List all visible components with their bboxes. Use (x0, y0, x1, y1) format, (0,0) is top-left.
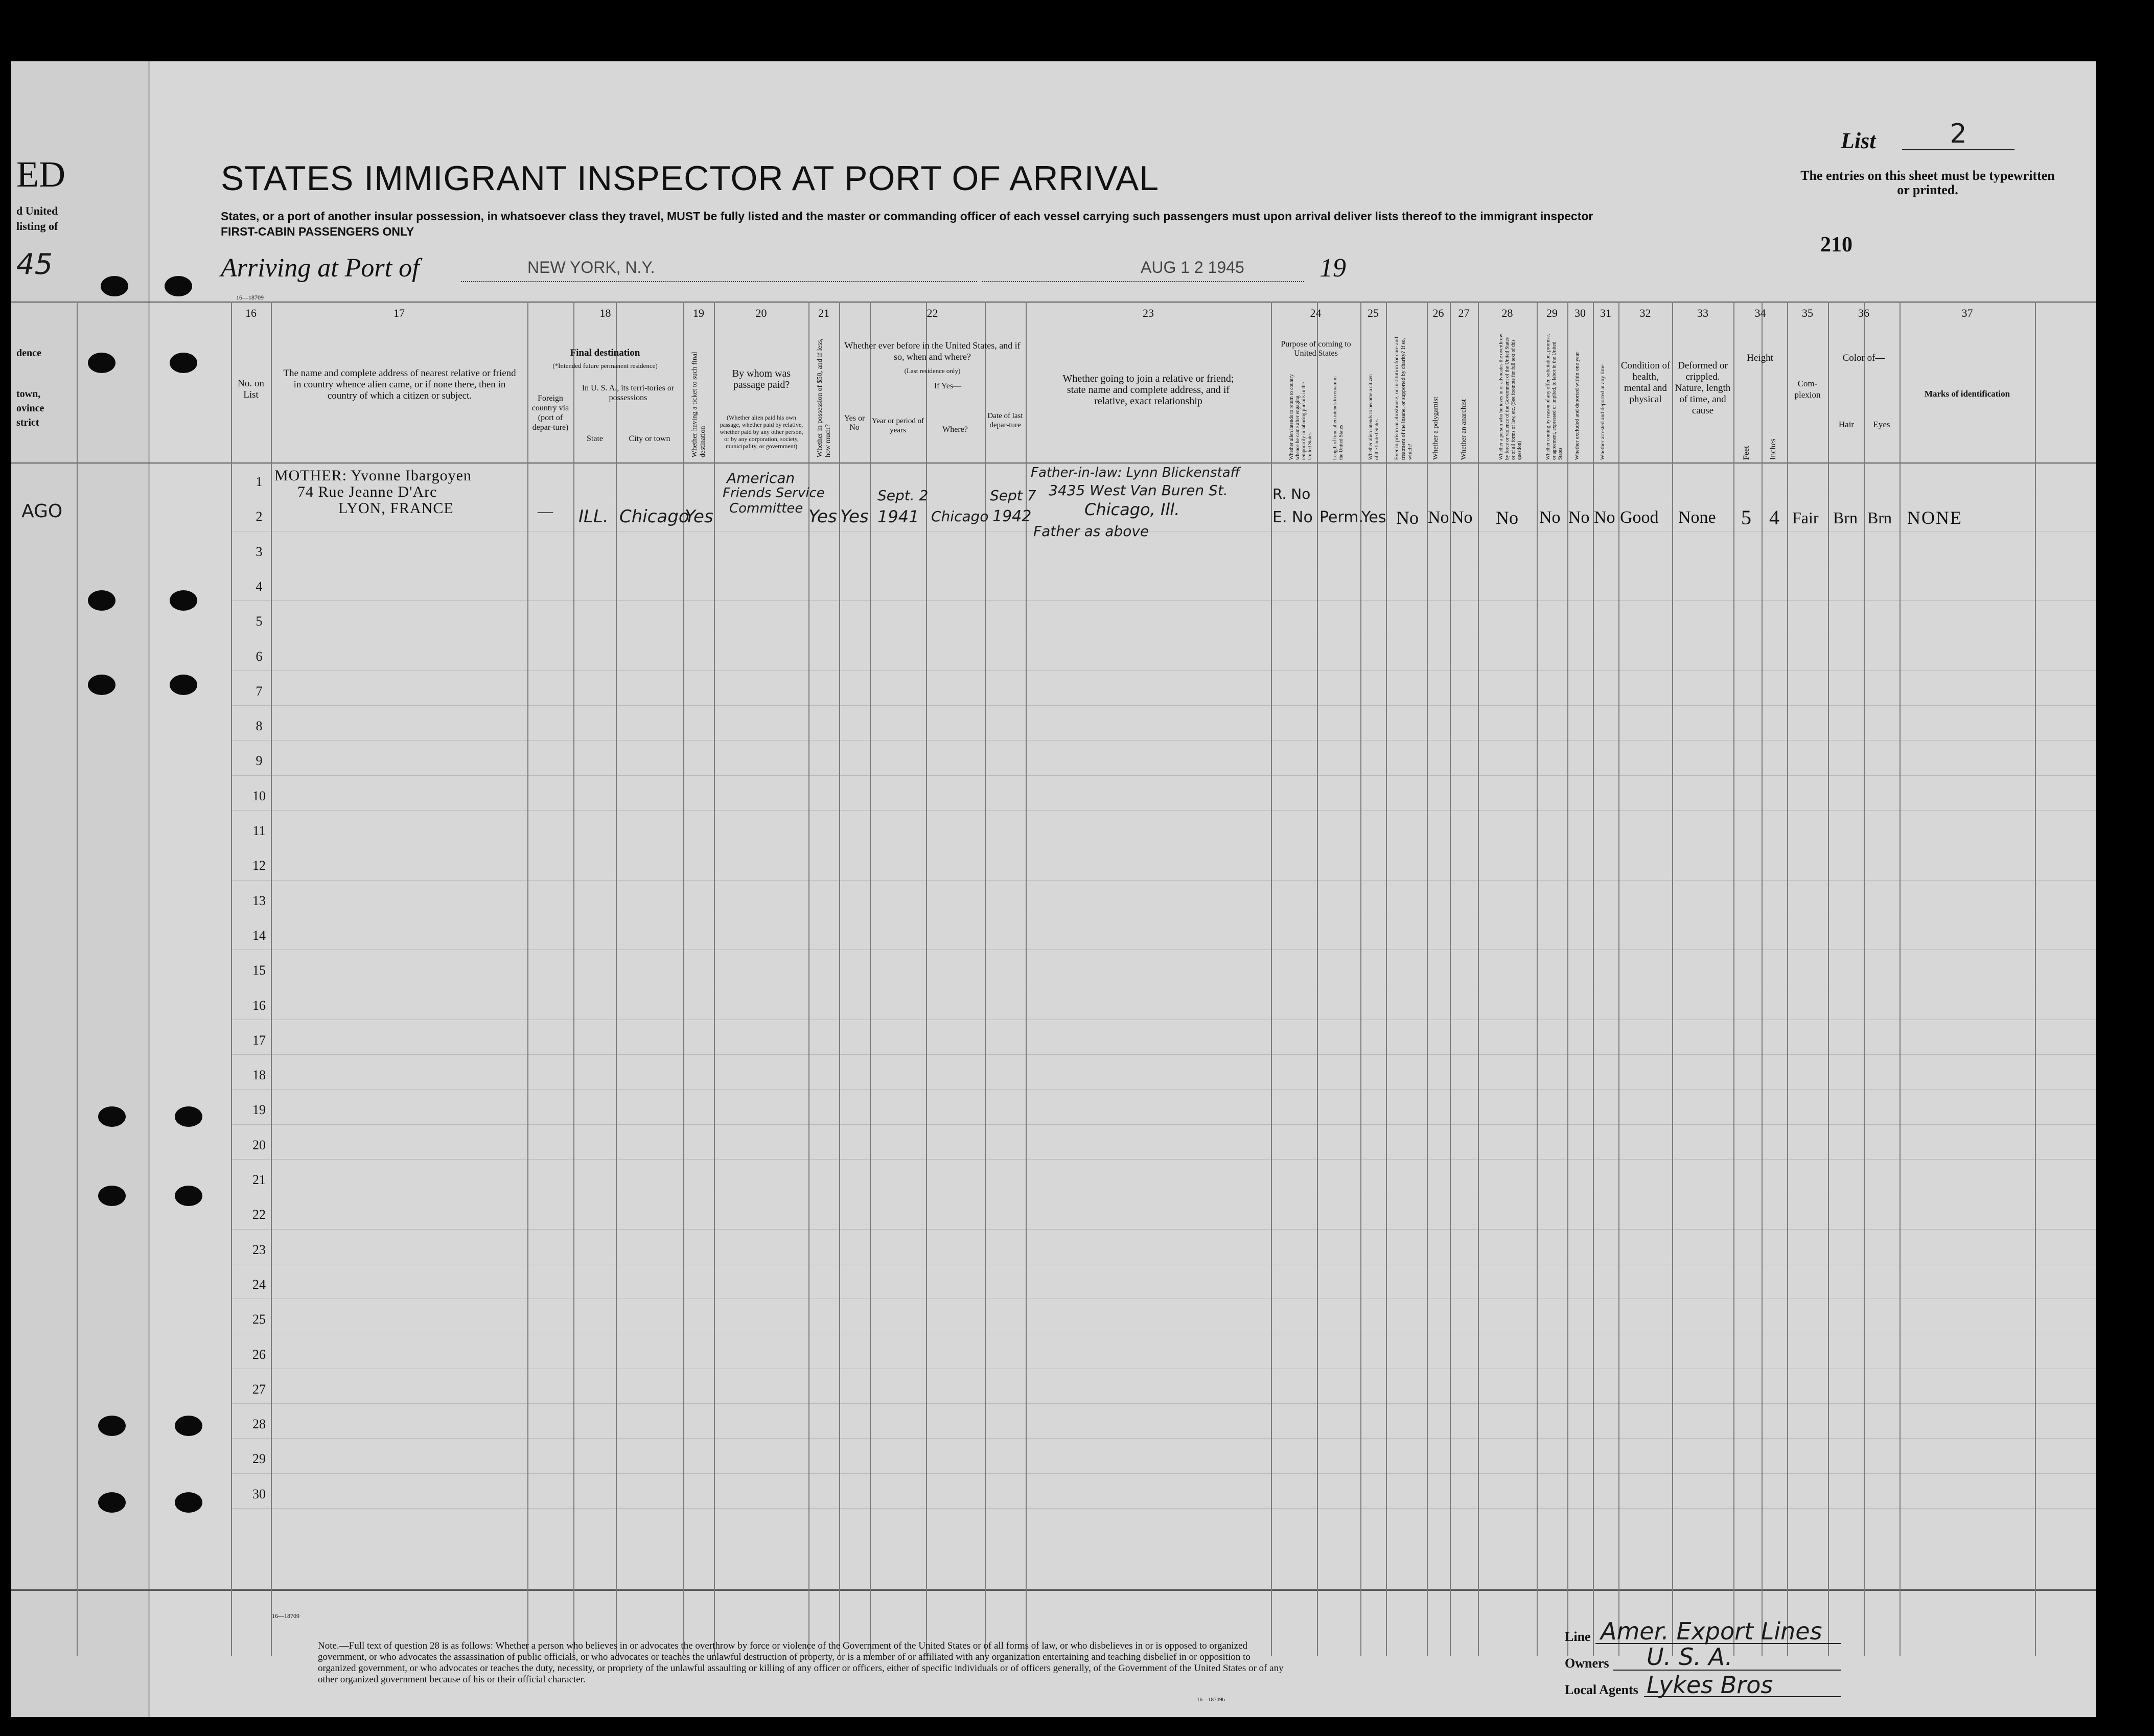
row-rule (231, 1054, 2096, 1055)
row-number: 2 (256, 509, 263, 524)
table-bottom-rule (11, 1589, 2096, 1591)
row-rule (231, 1159, 2096, 1160)
row-rule (231, 1089, 2096, 1090)
col-header-28: Whether a person who believes in or advocates the overthrow by force or violence of the Government of the United States or of all forms of law, etc. (See footnote for full text of this question) (1498, 334, 1522, 460)
page-subtitle: States, or a port of another insular possession, in whatsoever class they travel, MUST be fully listed and the master or commanding officer of each vessel carrying such passengers must upon arrival deliver lists thereof to the immigrant inspector (221, 210, 1593, 223)
entry1-purpose-b: Perm. (1319, 508, 1364, 526)
entries-note: The entries on this sheet must be typewritten or printed. (1800, 168, 2055, 197)
col-divider (1567, 302, 1568, 1656)
row-number: 4 (256, 578, 263, 594)
col-divider (1026, 302, 1027, 1656)
row-number: 25 (252, 1312, 266, 1327)
col-number-33: 33 (1697, 307, 1708, 319)
port-underline (461, 281, 977, 282)
col-number-16: 16 (245, 307, 257, 319)
sheet-number: 210 (1820, 233, 1852, 257)
arriving-label: Arriving at Port of (221, 253, 420, 283)
col-number-36: 36 (1858, 307, 1869, 319)
col-divider (1828, 302, 1829, 1656)
row-rule (231, 1403, 2096, 1404)
col-header-34: Height (1747, 353, 1773, 363)
row-number: 23 (252, 1242, 266, 1257)
col-header-19: Whether having a ticket to such final destination (691, 352, 707, 457)
date-stamp: AUG 1 2 1945 (1141, 258, 1244, 276)
entry1-purpose-a1: R. No (1272, 485, 1311, 502)
col-header-18-usa: In U. S. A., its terri-tories or possessions (582, 384, 675, 402)
page-subtitle-2: FIRST-CABIN PASSENGERS ONLY (221, 225, 414, 238)
col-divider (2035, 302, 2036, 1656)
entry1-excluded: No (1568, 508, 1590, 527)
row-number: 13 (252, 893, 266, 908)
col-header-33: Deformed or crippled. Nature, length of time, and cause (1675, 360, 1731, 416)
col-divider (1271, 302, 1272, 1656)
col-divider (985, 302, 986, 1656)
entry1-join-line1: Father-in-law: Lynn Blickenstaff (1031, 465, 1240, 480)
entry1-marks: NONE (1907, 507, 1962, 528)
list-label: List (1841, 128, 1876, 153)
entry1-ever-before: Yes (840, 506, 869, 527)
entry1-passage-line2: Friends Service (723, 485, 825, 501)
col-number-17: 17 (393, 307, 405, 319)
col-number-30: 30 (1574, 307, 1586, 319)
row-number: 10 (252, 788, 266, 803)
col-header-26: Whether a polygamist (1432, 397, 1440, 460)
row-number: 8 (256, 719, 263, 734)
col-divider (1733, 302, 1734, 1656)
punch-hole (175, 1492, 202, 1513)
col-number-35: 35 (1802, 307, 1813, 319)
col-divider (77, 302, 78, 1656)
entry1-labor: No (1539, 508, 1561, 527)
col-number-26: 26 (1432, 307, 1444, 319)
row-rule (231, 1438, 2096, 1439)
left-col-label-residence: dence (16, 348, 41, 359)
row-rule (231, 600, 2096, 601)
punch-hole (98, 1106, 126, 1127)
col-header-22: Whether ever before in the United States, and if so, when and where? (844, 340, 1021, 362)
col-number-21: 21 (818, 307, 829, 319)
entry1-purpose-a2: E. No (1272, 508, 1313, 526)
col-header-20: By whom was passage paid? (732, 368, 791, 390)
entry1-passage-line1: American (727, 470, 795, 487)
entry1-foreign-via: — (538, 503, 553, 520)
entry1-arrested: No (1594, 508, 1615, 527)
form-code-top: 16—18709 (236, 294, 264, 301)
row-number: 14 (252, 928, 266, 943)
entry1-deformed: None (1678, 508, 1716, 527)
col-header-36-eyes: Eyes (1873, 420, 1890, 429)
entry1-money: Yes (808, 506, 837, 527)
col-number-24: 24 (1310, 307, 1322, 319)
row-number: 19 (252, 1102, 266, 1118)
left-year-fragment: 45 (16, 248, 53, 281)
col-header-34-inches: Inches (1769, 438, 1777, 460)
col-header-24c: Whether alien intends to become a citizen of the United States (1368, 374, 1380, 460)
row-number: 5 (256, 614, 263, 629)
entry1-inches: 4 (1769, 506, 1779, 529)
entry1-relative-line1: MOTHER: Yvonne Ibargoyen (274, 467, 472, 484)
row-number: 17 (252, 1032, 266, 1048)
col-header-23: Whether going to join a relative or friend; state name and complete address, and if relative, exact relationship (1062, 373, 1234, 407)
punch-hole (98, 1492, 126, 1513)
row-rule (231, 670, 2096, 671)
row-rule (231, 705, 2096, 706)
col-number-32: 32 (1639, 307, 1651, 319)
col-header-18-foreign: Foreign country via (port of depar-ture) (531, 394, 569, 432)
punch-hole (98, 1416, 126, 1436)
col-divider (926, 302, 927, 1656)
owners-value: U. S. A. (1647, 1643, 1733, 1671)
col-header-21: Whether in possession of $50, and if less, how much? (816, 338, 832, 457)
entry1-year-line1: Sept. 2 (877, 487, 929, 504)
col-divider (839, 302, 840, 1656)
col-number-23: 23 (1143, 307, 1154, 319)
row-rule (231, 880, 2096, 881)
row-number: 7 (256, 683, 263, 699)
punch-hole (170, 353, 197, 373)
col-header-32: Condition of health, mental and physical (1620, 360, 1671, 405)
page-title: STATES IMMIGRANT INSPECTOR AT PORT OF ARRIVAL (221, 159, 1160, 198)
col-number-31: 31 (1600, 307, 1611, 319)
col-header-22-yesno: Yes or No (844, 414, 865, 432)
col-header-20-sub: (Whether alien paid his own passage, whether paid by relative, whether paid by any other person, or by any corporation, society, municipality, or government) (720, 414, 803, 450)
year-prefix: 19 (1319, 253, 1346, 283)
punch-hole (170, 675, 197, 695)
row-rule (231, 1124, 2096, 1125)
col-header-17: The name and complete address of nearest relative or friend in country whence alien came, or if none there, then in country of which a citizen or subject. (283, 368, 516, 401)
entry1-relative-line3: LYON, FRANCE (338, 500, 454, 517)
punch-hole (175, 1186, 202, 1206)
row-number: 3 (256, 544, 263, 559)
entry1-join-line2: 3435 West Van Buren St. (1049, 482, 1228, 499)
col-header-22-ifyes: If Yes— (934, 382, 962, 390)
list-number: 2 (1902, 119, 2014, 150)
col-number-18: 18 (599, 307, 611, 319)
punch-hole (98, 1186, 126, 1206)
col-divider (1427, 302, 1428, 1656)
col-divider (1537, 302, 1538, 1656)
col-header-18-sub: (*Intended future permanent residence) (552, 362, 658, 369)
entry1-prison: No (1396, 507, 1419, 528)
col-header-22-year: Year or period of years (871, 417, 924, 434)
col-header-34-feet: Feet (1742, 446, 1751, 460)
row-number: 28 (252, 1417, 266, 1432)
manifest-sheet (11, 61, 2096, 1717)
col-number-27: 27 (1458, 307, 1470, 319)
row-number: 29 (252, 1451, 266, 1467)
row-rule (231, 1473, 2096, 1474)
col-divider (1450, 302, 1451, 1656)
left-fragment-line-1: d United (16, 204, 58, 217)
entry1-overthrow: No (1496, 507, 1518, 528)
row-number: 30 (252, 1486, 266, 1501)
col-divider (1787, 302, 1788, 1656)
entry1-polygamist: No (1428, 508, 1449, 527)
col-number-28: 28 (1501, 307, 1513, 319)
col-divider (1762, 302, 1763, 1656)
entry1-eyes: Brn (1867, 508, 1892, 527)
entry1-health: Good (1620, 508, 1659, 527)
col-divider (1317, 302, 1318, 1656)
punch-hole (175, 1106, 202, 1127)
punch-hole (101, 276, 128, 296)
entry1-date-line2: 1942 (992, 507, 1032, 525)
col-header-24: Purpose of coming to United States (1281, 340, 1351, 358)
col-divider (573, 302, 574, 1656)
row-number: 27 (252, 1381, 266, 1397)
form-code-note: 16—18709b (1197, 1697, 1225, 1703)
col-divider (1864, 302, 1865, 1656)
col-header-18: Final destination (570, 348, 640, 358)
col-divider (527, 302, 528, 1656)
col-divider (1478, 302, 1479, 1656)
col-divider (808, 302, 809, 1656)
col-divider (714, 302, 715, 1656)
col-header-22-date: Date of last depar-ture (987, 412, 1023, 429)
col-divider (1360, 302, 1361, 1656)
col-header-29: Whether coming by reason of any offer, solicitation, promise, or agreement, expressed or implied, to labor in the United States (1545, 334, 1563, 460)
footnote-question-28: Note.—Full text of question 28 is as follows: Whether a person who believes in or advocates the overthrow by force or violence of the Government of the United States or of all forms of law, or who disbelieves in or is opposed to organized government, or who advocates the assassination of public officials, or who advocates or teaches the unlawful destruction of property, or is a member of or affiliated with any organization entertaining and teaching disbelief in or opposition to organized government, or who advocates or teaches the duty, necessity, or propriety of the unlawful assaulting or killing of any officer or officers, either of specific individuals or of officers generally, of the Government of the United States or of any other organized government because of his or their official character. (318, 1640, 1284, 1685)
col-number-25: 25 (1368, 307, 1379, 319)
row-number: 16 (252, 998, 266, 1013)
row-number: 9 (256, 753, 263, 769)
col-header-35: Com-plexion (1794, 379, 1821, 400)
row-number: 24 (252, 1277, 266, 1292)
col-header-22-where: Where? (942, 425, 968, 434)
punch-hole (165, 276, 192, 296)
row-rule (231, 775, 2096, 776)
col-divider (1900, 302, 1901, 1656)
row-rule (231, 1508, 2096, 1509)
entry1-hair: Brn (1833, 508, 1858, 527)
row-rule (231, 1229, 2096, 1230)
left-title-fragment: ED (16, 154, 65, 195)
col-divider (1593, 302, 1594, 1656)
entry1-feet: 5 (1741, 506, 1751, 529)
punch-hole (88, 675, 115, 695)
port-value: NEW YORK, N.Y. (527, 258, 655, 276)
entry1-join-line3: Chicago, Ill. (1084, 500, 1180, 519)
col-number-29: 29 (1546, 307, 1558, 319)
col-header-22-sub: (Last residence only) (904, 367, 961, 375)
row-number: 6 (256, 649, 263, 664)
row-number: 22 (252, 1207, 266, 1222)
col-header-36-hair: Hair (1838, 420, 1855, 429)
col-number-37: 37 (1961, 307, 1973, 319)
local-agents-value: Lykes Bros (1647, 1671, 1773, 1699)
entry1-complexion: Fair (1792, 508, 1819, 527)
line-label: Line (1565, 1629, 1591, 1644)
col-divider (616, 302, 617, 1656)
col-divider (870, 302, 871, 1656)
col-number-34: 34 (1754, 307, 1766, 319)
left-place-fragment: AGO (21, 501, 63, 522)
punch-hole (170, 590, 197, 611)
entry1-date-line1: Sept 7 (990, 487, 1036, 504)
entry1-city: Chicago (619, 506, 689, 527)
col-header-27: Whether an anarchist (1460, 399, 1468, 460)
left-col-label-province: ovince (16, 403, 44, 414)
owners-label: Owners (1565, 1656, 1609, 1671)
col-number-19: 19 (693, 307, 704, 319)
line-value: Amer. Export Lines (1601, 1617, 1822, 1645)
entry1-where: Chicago (931, 508, 989, 525)
col-header-31: Whether arrested and deported at any time (1600, 364, 1606, 460)
col-header-30: Whether excluded and deported within one year (1574, 352, 1580, 460)
punch-hole (88, 353, 115, 373)
col-header-24b: Length of time alien intends to remain in the United States (1332, 376, 1344, 460)
col-header-18-state: State (587, 434, 603, 443)
left-col-label-town: town, (16, 388, 41, 400)
entry1-year-line2: 1941 (877, 507, 919, 526)
entry1-anarchist: No (1451, 508, 1473, 527)
entry1-relative-line2: 74 Rue Jeanne D'Arc (297, 483, 437, 500)
row-number: 12 (252, 858, 266, 873)
col-header-24a: Whether alien intends to return to country whence he came after engaging temporarily in laboring pursuits in the United States (1289, 374, 1313, 460)
date-underline (982, 281, 1304, 282)
row-number: 26 (252, 1347, 266, 1362)
row-number: 15 (252, 963, 266, 978)
local-agents-label: Local Agents (1565, 1682, 1638, 1697)
row-number: 11 (252, 823, 266, 838)
row-number: 21 (252, 1172, 266, 1187)
col-header-37: Marks of identification (1924, 389, 2010, 399)
punch-hole (88, 590, 115, 611)
col-header-16: No. on List (238, 378, 264, 400)
col-header-36: Color of— (1842, 353, 1885, 363)
col-header-25: Ever in prison or almshouse, or institution for care and treatment of the insane, or supported by charity? If so, which? (1394, 337, 1413, 460)
row-number: 18 (252, 1068, 266, 1083)
row-number: 20 (252, 1137, 266, 1152)
col-divider (1672, 302, 1673, 1656)
page-fold (148, 61, 150, 1717)
punch-hole (175, 1416, 202, 1436)
entry1-ticket: Yes (685, 506, 713, 527)
header-bottom-rule (11, 462, 2096, 464)
col-divider (1618, 302, 1619, 1656)
entry1-state: ILL. (578, 506, 609, 527)
entry1-purpose-c: Yes (1361, 508, 1386, 526)
left-fragment-line-2: listing of (16, 220, 58, 233)
col-number-22: 22 (927, 307, 938, 319)
entry1-join-line4: Father as above (1033, 523, 1149, 540)
row-rule (231, 810, 2096, 811)
col-header-18-city: City or town (629, 434, 670, 443)
col-divider (1386, 302, 1387, 1656)
header-top-rule (11, 302, 2096, 303)
form-code-bottom: 16—18709 (272, 1612, 299, 1619)
left-page-flap (11, 61, 149, 1717)
row-number: 1 (256, 474, 263, 489)
left-col-label-district: strict (16, 417, 39, 428)
entry1-passage-line3: Committee (729, 501, 803, 516)
col-number-20: 20 (755, 307, 767, 319)
col-divider (683, 302, 684, 1656)
